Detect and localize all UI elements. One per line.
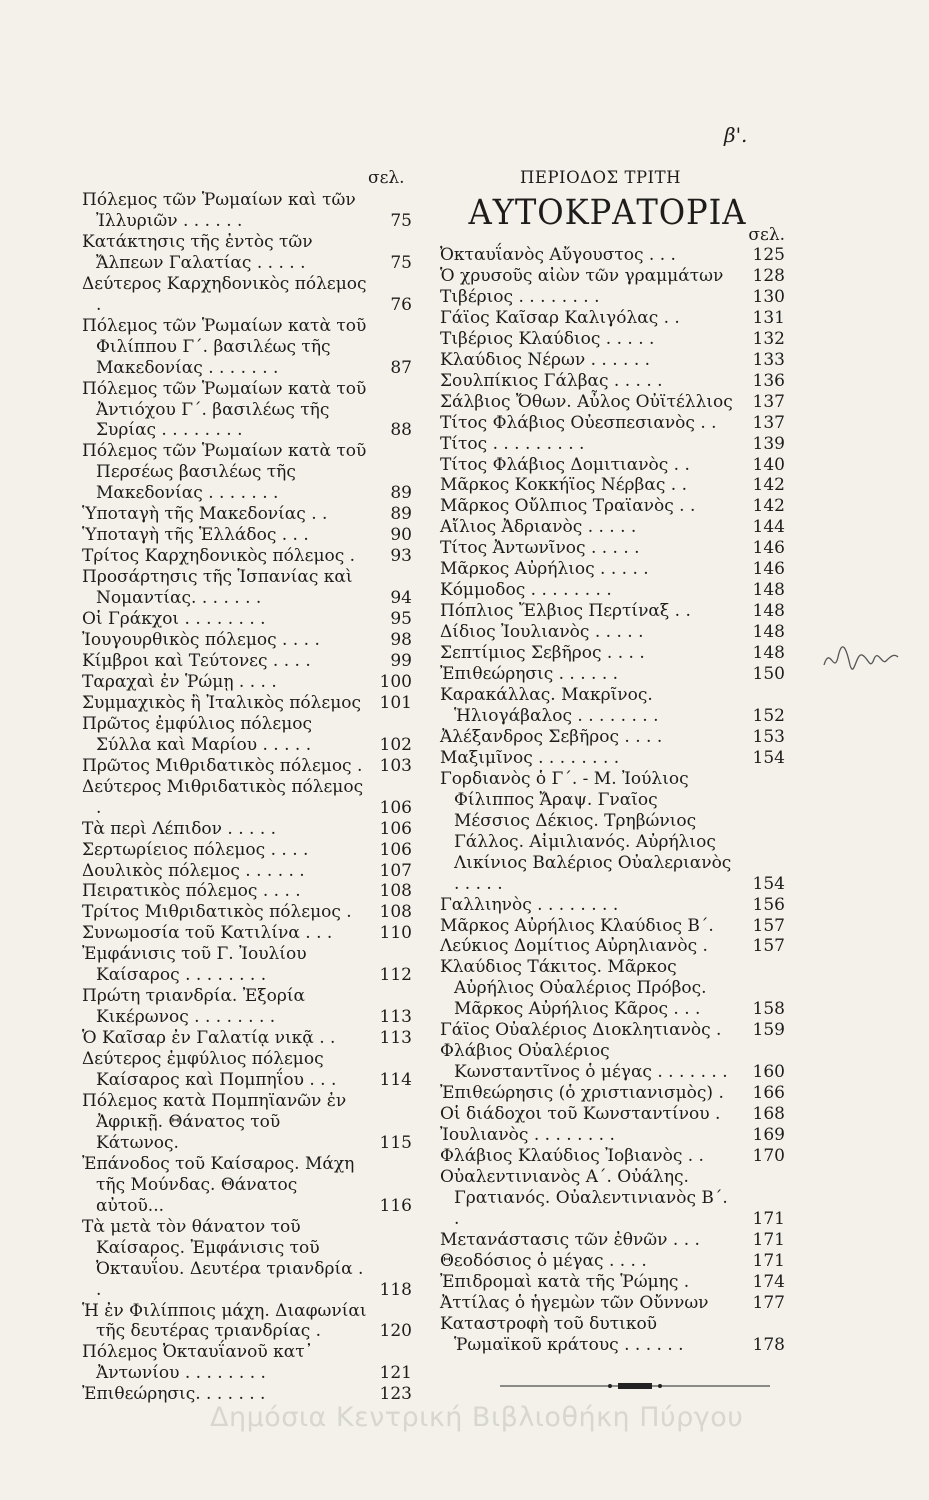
toc-entry-page: 131 [752,307,785,328]
toc-entry-page: 114 [379,1070,412,1091]
toc-entry [82,274,412,316]
toc-entry-title: Ὁ Καῖσαρ ἐν Γαλατίᾳ νικᾷ . . [82,1028,336,1049]
toc-entry [440,307,785,329]
toc-entry-title: Ὑποταγὴ τῆς Ἑλλάδος . . . [82,525,309,546]
toc-entry-title: Συνωμοσία τοῦ Κατιλίνα . . . [82,923,333,944]
toc-entry [440,601,785,622]
toc-entry [82,567,412,609]
left-column [82,190,412,1405]
toc-entry-title: Ἰουλιανὸς . . . . . . . . [440,1125,615,1146]
toc-entry-page: 123 [379,1384,412,1405]
right-toc-list [440,245,785,1356]
toc-entry [82,902,412,923]
toc-entry-page: 148 [752,601,785,622]
toc-entry-page: 140 [752,454,785,475]
toc-entry-page: 100 [379,671,412,692]
toc-entry-page: 121 [379,1363,412,1384]
toc-entry-title: Ἡ ἐν Φιλίπποις μάχη. Διαφωνίαι τῆς δευτέρας τριανδρίας . [82,1300,367,1342]
toc-entry [82,441,412,504]
toc-entry-page: 171 [752,1229,785,1250]
toc-entry-page: 142 [752,496,785,517]
toc-entry-page: 159 [752,1020,785,1041]
toc-entry-page: 75 [390,210,412,231]
toc-entry [440,1145,785,1167]
toc-entry-title: Πρῶτος ἐμφύλιος πόλεμος Σύλλα καὶ Μαρίου . . . . . [82,713,313,755]
toc-entry [440,726,785,748]
toc-entry [440,412,785,434]
toc-entry-page: 168 [752,1104,785,1125]
toc-entry-title: Πρώτη τριανδρία. Ἐξορία Κικέρωνος . . . . . . . . [82,986,305,1028]
toc-entry-title: Πόπλιος Ἔλβιος Περτίναξ . . [440,601,691,622]
toc-entry [82,986,412,1028]
toc-entry [440,1271,785,1293]
toc-entry-page: 146 [752,559,785,580]
toc-entry-page: 171 [752,1250,785,1271]
toc-entry [440,391,785,413]
toc-entry-title: Σεπτίμιος Σεβῆρος . . . . [440,643,645,664]
toc-entry [82,190,412,232]
toc-entry-title: Λεύκιος Δομίτιος Αὐρηλιανὸς . [440,936,708,957]
toc-entry-title: Σερτωρίειος πόλεμος . . . . [82,839,309,860]
toc-entry-page: 157 [752,915,785,936]
toc-entry [440,538,785,559]
toc-entry [82,609,412,630]
toc-entry-page: 103 [379,755,412,776]
toc-entry-page: 148 [752,580,785,601]
toc-entry-title: Οἱ Γράκχοι . . . . . . . . [82,609,266,630]
toc-entry-page: 174 [752,1271,785,1292]
toc-entry-page: 142 [752,475,785,496]
toc-entry-page: 137 [752,412,785,433]
toc-entry [82,1217,412,1301]
toc-entry [440,370,785,392]
toc-entry-page: 90 [390,525,412,546]
toc-entry [440,454,785,476]
toc-entry-page: 166 [752,1083,785,1104]
toc-entry-page: 99 [390,650,412,671]
toc-entry-title: Πρῶτος Μιθριδατικὸς πόλεμος . [82,755,363,776]
toc-entry-title: Μᾶρκος Κοκκήϊος Νέρβας . . [440,475,687,496]
left-toc-list [82,190,412,1405]
toc-entry-title: Ἐπιδρομαὶ κατὰ τῆς Ῥώμης . [440,1271,690,1292]
toc-entry [82,714,412,756]
toc-entry [440,894,785,916]
toc-entry [440,1104,785,1125]
toc-entry-page: 98 [390,630,412,651]
toc-entry-page: 118 [379,1279,412,1300]
toc-entry [440,475,785,496]
toc-entry-page: 160 [752,1062,785,1083]
toc-entry-title: Δεύτερος ἐμφύλιος πόλεμος Καίσαρος καὶ Πομπηΐου . . . [82,1049,337,1091]
toc-entry-title: Τίτος . . . . . . . . . [440,433,585,454]
toc-entry-page: 106 [379,797,412,818]
toc-entry [440,328,785,350]
toc-entry-title: Πόλεμος τῶν Ῥωμαίων κατὰ τοῦ Ἀντιόχου Γ΄. βασιλέως τῆς Συρίας . . . . . . . . [82,378,367,441]
toc-entry-page: 89 [390,483,412,504]
toc-entry-title: Τὰ περὶ Λέπιδον . . . . . [82,818,277,839]
ornamental-divider [500,1381,770,1391]
toc-entry-page: 136 [752,370,785,391]
toc-entry-title: Πόλεμος τῶν Ῥωμαίων κατὰ τοῦ Φιλίππου Γ΄. βασιλέως τῆς Μακεδονίας . . . . . . . [82,315,367,378]
toc-entry-title: Σάλβιος Ὄθων. Αὖλος Οὐϊτέλλιος [440,391,733,412]
toc-entry-page: 171 [752,1208,785,1229]
toc-entry [440,496,785,517]
toc-entry [440,1166,785,1230]
toc-entry-title: Συμμαχικὸς ἢ Ἰταλικὸς πόλεμος [82,692,362,713]
toc-entry [440,664,785,685]
toc-entry [82,1342,412,1384]
toc-entry [82,881,412,902]
toc-entry-page: 152 [752,705,785,726]
toc-entry-page: 137 [752,391,785,412]
toc-entry-title: Γάϊος Οὐαλέριος Διοκλητιανὸς . [440,1020,722,1041]
toc-entry [440,517,785,538]
toc-entry [82,819,412,840]
toc-entry [82,861,412,882]
toc-entry-page: 113 [379,1028,412,1049]
toc-entry-title: Προσάρτησις τῆς Ἱσπανίας καὶ Νομαντίας. . . . . . . [82,567,353,609]
toc-entry-page: 108 [379,902,412,923]
right-page-column-label: σελ. [748,225,785,245]
toc-entry [440,915,785,937]
toc-entry [82,316,412,379]
toc-entry-title: Τίτος Φλάβιος Δομιτιανὸς . . [440,454,690,475]
toc-entry-page: 110 [379,923,412,944]
toc-entry [440,1229,785,1251]
toc-entry [82,693,412,714]
toc-entry-page: 157 [752,936,785,957]
toc-entry-title: Δεύτερος Μιθριδατικὸς πόλεμος . [82,776,364,818]
toc-entry-title: Ταραχαὶ ἐν Ῥώμῃ . . . . [82,671,277,692]
toc-entry-page: 130 [752,286,785,307]
toc-entry [440,768,785,895]
toc-entry-title: Τιβέριος . . . . . . . . [440,286,600,307]
toc-entry-page: 95 [390,609,412,630]
toc-entry-title: Δεύτερος Καρχηδονικὸς πόλεμος . [82,273,367,315]
toc-entry-title: Μᾶρκος Οὔλπιος Τραϊανὸς . . [440,496,696,517]
toc-entry-page: 133 [752,349,785,370]
toc-entry [440,1083,785,1104]
toc-entry-page: 170 [752,1145,785,1166]
toc-entry-page: 102 [379,734,412,755]
period-heading: ΠΕΡΙΟΔΟΣ ΤΡΙΤΗ [520,168,681,187]
toc-entry-title: Ἐπιθεώρησις . . . . . . [440,664,619,685]
toc-entry-title: Φλάβιος Οὐαλέριος Κωνσταντῖνος ὁ μέγας . . . . . . . [440,1041,728,1083]
toc-entry-title: Ὑποταγὴ τῆς Μακεδονίας . . [82,504,328,525]
toc-entry-title: Ἐπάνοδος τοῦ Καίσαρος. Μάχη τῆς Μούνδας. Θάνατος αὐτοῦ... [82,1153,355,1216]
toc-entry-page: 132 [752,328,785,349]
toc-entry-title: Καταστροφὴ τοῦ δυτικοῦ Ῥωμαϊκοῦ κράτους . . . . . . [440,1313,684,1355]
toc-entry-page: 115 [379,1132,412,1153]
toc-entry-page: 148 [752,643,785,664]
toc-entry [440,936,785,957]
toc-entry-page: 139 [752,433,785,454]
toc-entry-title: Κατάκτησις τῆς ἐντὸς τῶν Ἄλπεων Γαλατίας . . . . . [82,231,313,273]
toc-entry [440,433,785,455]
toc-entry-page: 106 [379,839,412,860]
toc-entry-title: Ἐπιθεώρησις (ὁ χριστιανισμὸς) . [440,1083,724,1104]
toc-entry-title: Μᾶρκος Αὐρήλιος . . . . . [440,559,649,580]
toc-entry [440,747,785,769]
toc-entry-page: 128 [752,265,785,286]
toc-entry-page: 148 [752,622,785,643]
toc-entry-title: Δουλικὸς πόλεμος . . . . . . [82,860,305,881]
toc-entry-title: Τρίτος Καρχηδονικὸς πόλεμος . [82,546,356,567]
toc-entry [82,1028,412,1049]
toc-entry [82,630,412,651]
toc-entry-title: Μᾶρκος Αὐρήλιος Κλαύδιος Β΄. [440,915,714,936]
toc-entry-title: Οἱ διάδοχοι τοῦ Κωνσταντίνου . [440,1104,721,1125]
toc-entry-title: Πόλεμος τῶν Ῥωμαίων καὶ τῶν Ἰλλυριῶν . . . . . . [82,190,356,231]
toc-entry-title: Γαλλιηνὸς . . . . . . . . [440,894,619,915]
toc-entry-title: Γορδιανὸς ὁ Γ΄. - Μ. Ἰούλιος Φίλιππος Ἄραψ. Γναῖος Μέσσιος Δέκιος. Τρηβώνιος Γάλλος. Αἰμιλιανός. Αὐρήλιος Λικίνιος Βαλέριος Οὐαλεριανὸς . . . . . [440,768,732,894]
toc-entry [82,1301,412,1343]
toc-entry-title: Αἴλιος Ἀδριανὸς . . . . . [440,517,637,538]
toc-entry [440,286,785,308]
toc-entry [440,580,785,601]
toc-entry-page: 158 [752,999,785,1020]
toc-entry-page: 76 [390,294,412,315]
toc-entry-title: Τρίτος Μιθριδατικὸς πόλεμος . [82,902,352,923]
toc-entry-title: Μαξιμῖνος . . . . . . . . [440,747,620,768]
toc-entry-title: Τίτος Ἀντωνῖνος . . . . . [440,538,640,559]
toc-entry [440,643,785,664]
toc-entry [440,622,785,643]
toc-entry-title: Ἐμφάνισις τοῦ Γ. Ἰουλίου Καίσαρος . . . . . . . . [82,944,307,986]
toc-entry-title: Τιβέριος Κλαύδιος . . . . . [440,328,655,349]
toc-entry-title: Κόμμοδος . . . . . . . . [440,580,612,601]
toc-entry-page: 113 [379,1007,412,1028]
toc-entry [82,525,412,546]
toc-entry-title: Φλάβιος Κλαύδιος Ἰοβιανὸς . . [440,1145,704,1166]
toc-entry [440,1125,785,1146]
toc-entry-page: 94 [390,588,412,609]
toc-entry-page: 154 [752,747,785,768]
toc-entry-title: Μετανάστασις τῶν ἐθνῶν . . . [440,1229,700,1250]
toc-entry [82,1091,412,1154]
toc-entry-title: Κλαύδιος Τάκιτος. Μᾶρκος Αὐρήλιος Οὐαλέριος Πρόβος. Μᾶρκος Αὐρήλιος Κᾶρος . . . [440,957,707,1020]
handwritten-signature [820,635,900,685]
toc-entry [82,923,412,944]
toc-entry-title: Πειρατικὸς πόλεμος . . . . [82,881,301,902]
toc-entry [82,672,412,693]
toc-entry-page: 154 [752,873,785,894]
page-mark: β'. [724,123,748,147]
toc-entry-page: 108 [379,881,412,902]
toc-entry-page: 144 [752,517,785,538]
toc-entry-title: Πόλεμος Ὀκταυΐανοῦ κατ᾽ Ἀντωνίου . . . . . . . . [82,1342,314,1384]
toc-entry-page: 93 [390,546,412,567]
toc-entry [82,944,412,986]
right-column [440,168,785,1356]
toc-entry [82,756,412,777]
toc-entry [440,1292,785,1314]
toc-entry [440,685,785,727]
toc-entry [82,840,412,861]
toc-entry [440,957,785,1020]
toc-entry [82,777,412,819]
toc-entry [82,379,412,442]
toc-entry [82,504,412,525]
left-page-column-label: σελ. [368,168,405,188]
toc-entry-title: Ὀκταυΐανὸς Αὔγουστος . . . [440,245,676,265]
toc-entry [440,349,785,371]
toc-entry-title: Ἐπιθεώρησις. . . . . . . [82,1384,266,1405]
toc-entry-title: Ὁ χρυσοῦς αἰὼν τῶν γραμμάτων [440,265,724,286]
toc-entry-page: 146 [752,538,785,559]
toc-entry-title: Ἀττίλας ὁ ἡγεμὼν τῶν Οὔννων [440,1292,709,1313]
toc-entry [440,245,785,266]
toc-entry [82,546,412,567]
toc-entry-title: Γάϊος Καῖσαρ Καλιγόλας . . [440,307,680,328]
toc-entry [440,265,785,287]
toc-entry [82,1049,412,1091]
section-title: ΑΥΤΟΚΡΑΤΟΡΙΑ [468,193,747,233]
toc-entry-page: 101 [379,692,412,713]
toc-entry [440,559,785,580]
toc-entry-title: Κλαύδιος Νέρων . . . . . . [440,349,651,370]
toc-entry-title: Σουλπίκιος Γάλβας . . . . . [440,370,663,391]
toc-entry-title: Δίδιος Ἰουλιανὸς . . . . . [440,622,644,643]
toc-entry [440,1250,785,1272]
toc-entry [82,651,412,672]
toc-entry-page: 112 [379,965,412,986]
toc-entry [440,1020,785,1041]
toc-entry-page: 150 [752,664,785,685]
toc-entry-title: Πόλεμος τῶν Ῥωμαίων κατὰ τοῦ Περσέως βασιλέως τῆς Μακεδονίας . . . . . . . [82,441,367,504]
toc-entry-page: 153 [752,726,785,747]
toc-entry-title: Τίτος Φλάβιος Οὐεσπεσιανὸς . . [440,412,717,433]
toc-entry-title: Κίμβροι καὶ Τεύτονες . . . . [82,650,311,671]
toc-entry-title: Θεοδόσιος ὁ μέγας . . . . [440,1250,647,1271]
toc-entry-title: Καρακάλλας. Μακρῖνος. Ἡλιογάβαλος . . . . . . . . [440,685,659,726]
toc-entry-page: 116 [379,1195,412,1216]
toc-entry [82,1154,412,1217]
toc-entry-title: Ἀλέξανδρος Σεβῆρος . . . . [440,726,663,747]
toc-entry-title: Τὰ μετὰ τὸν θάνατον τοῦ Καίσαρος. Ἐμφάνισις τοῦ Ὀκταυΐου. Δευτέρα τριανδρία . . [82,1216,364,1300]
toc-entry-page: 107 [379,860,412,881]
toc-entry-page: 106 [379,818,412,839]
toc-entry [440,1313,785,1356]
toc-entry-page: 156 [752,894,785,915]
toc-entry-page: 75 [390,252,412,273]
toc-entry-page: 88 [390,420,412,441]
toc-entry-page: 120 [379,1321,412,1342]
toc-entry-page: 169 [752,1125,785,1146]
toc-entry-page: 177 [752,1292,785,1313]
toc-entry-title: Ἰουγουρθικὸς πόλεμος . . . . [82,630,320,651]
toc-entry-title: Οὐαλεντινιανὸς Α΄. Οὐάλης. Γρατιανός. Οὐαλεντινιανὸς Β΄. . [440,1166,728,1229]
toc-entry-page: 87 [390,357,412,378]
toc-entry-page: 89 [390,504,412,525]
toc-entry-page: 125 [752,245,785,265]
toc-entry-page: 178 [752,1334,785,1355]
toc-entry [82,232,412,274]
toc-entry [440,1041,785,1083]
toc-entry-title: Πόλεμος κατὰ Πομπηϊανῶν ἐν Ἀφρικῇ. Θάνατος τοῦ Κάτωνος. [82,1090,347,1153]
library-watermark: Δημόσια Κεντρική Βιβλιοθήκη Πύργου [210,1402,744,1433]
